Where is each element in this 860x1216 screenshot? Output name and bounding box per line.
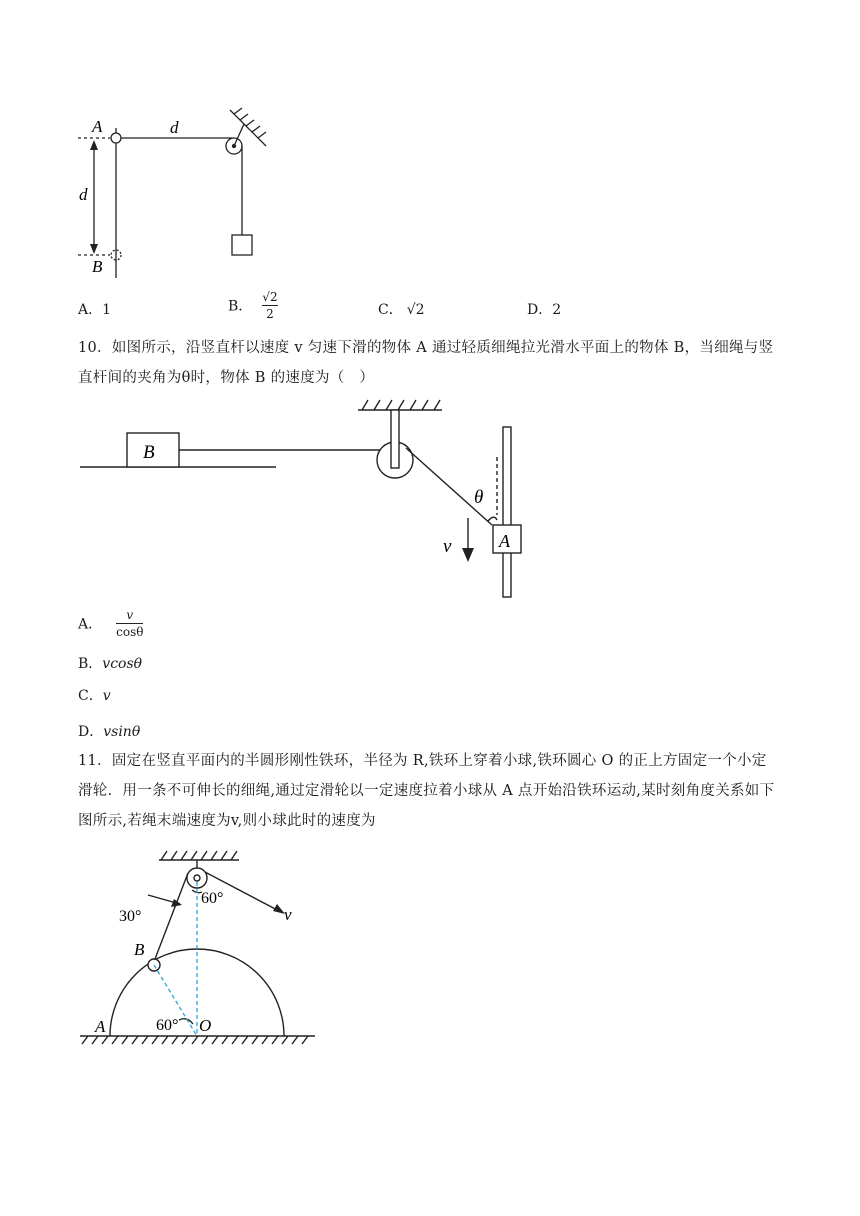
q10-option-b-value: vcosθ xyxy=(102,656,143,672)
q10-label-b: B xyxy=(143,442,155,463)
q11-label-b: B xyxy=(134,940,145,959)
q10-figure xyxy=(70,390,550,605)
q9-option-d-value: 2 xyxy=(552,302,562,318)
q9-figure xyxy=(70,100,280,280)
q9-option-d[interactable] xyxy=(527,299,561,319)
q9-option-a[interactable] xyxy=(78,299,111,319)
q10-option-d-value: vsinθ xyxy=(103,724,141,740)
q10-option-a-denominator: cosθ xyxy=(116,625,144,639)
q9-label-d-vertical: d xyxy=(79,185,88,204)
q9-label-b: B xyxy=(92,257,103,276)
q10-option-b[interactable] xyxy=(78,653,142,673)
q10-option-b-label: B． xyxy=(78,656,103,672)
q9-option-c[interactable] xyxy=(378,299,425,319)
q9-option-a-value: 1 xyxy=(102,302,112,318)
q9-option-b-label: B． xyxy=(228,298,253,315)
q10-option-c-value: v xyxy=(102,688,111,704)
q10-option-d[interactable] xyxy=(78,721,140,741)
q10-option-c[interactable] xyxy=(78,685,111,705)
q11-label-30: 30° xyxy=(119,908,142,925)
q9-option-a-label: A． xyxy=(78,302,103,318)
q9-option-c-value: √2 xyxy=(406,302,425,318)
q10-label-theta: θ xyxy=(474,487,484,508)
q11-question-text: 11．固定在竖直平面内的半圆形刚性铁环，半径为 R,铁环上穿着小球,铁环圆心 O 的正上方固定一个小定滑轮．用一条不可伸长的细绳,通过定滑轮以一定速度拉着小球从 A 点开始沿铁环运动,某时刻角度关系如下图所示,若绳末端速度为v,则小球此时的速度为 xyxy=(78,753,775,829)
q11-figure xyxy=(75,848,335,1053)
q11-label-v: v xyxy=(284,905,292,924)
q9-option-b-denominator: 2 xyxy=(266,307,274,321)
q10-option-d-label: D． xyxy=(78,724,104,740)
q9-option-b[interactable] xyxy=(228,290,278,321)
q10-option-a-label: A． xyxy=(78,616,103,633)
q10-option-a-numerator: v xyxy=(126,608,134,622)
q10-option-a[interactable] xyxy=(78,608,143,642)
q11-label-60-bottom: 60° xyxy=(156,1017,179,1034)
q10-question-text: 10．如图所示，沿竖直杆以速度 v 匀速下滑的物体 A 通过轻质细绳拉光滑水平面上的物体 B，当细绳与竖直杆间的夹角为θ时，物体 B 的速度为（ ） xyxy=(78,340,774,386)
q11-label-o: O xyxy=(199,1016,212,1035)
q10-option-c-label: C． xyxy=(78,688,103,704)
q9-label-a: A xyxy=(92,117,103,136)
q9-option-c-label: C． xyxy=(378,302,403,318)
q9-options xyxy=(0,288,860,328)
q9-option-d-label: D． xyxy=(527,302,553,318)
q10-label-a: A xyxy=(499,531,510,551)
q11-label-60-top: 60° xyxy=(201,890,224,907)
q9-label-d-horizontal: d xyxy=(170,118,179,137)
q11-label-a: A xyxy=(95,1017,106,1036)
q10-label-v: v xyxy=(443,536,452,557)
q9-option-b-numerator: √2 xyxy=(262,290,278,304)
